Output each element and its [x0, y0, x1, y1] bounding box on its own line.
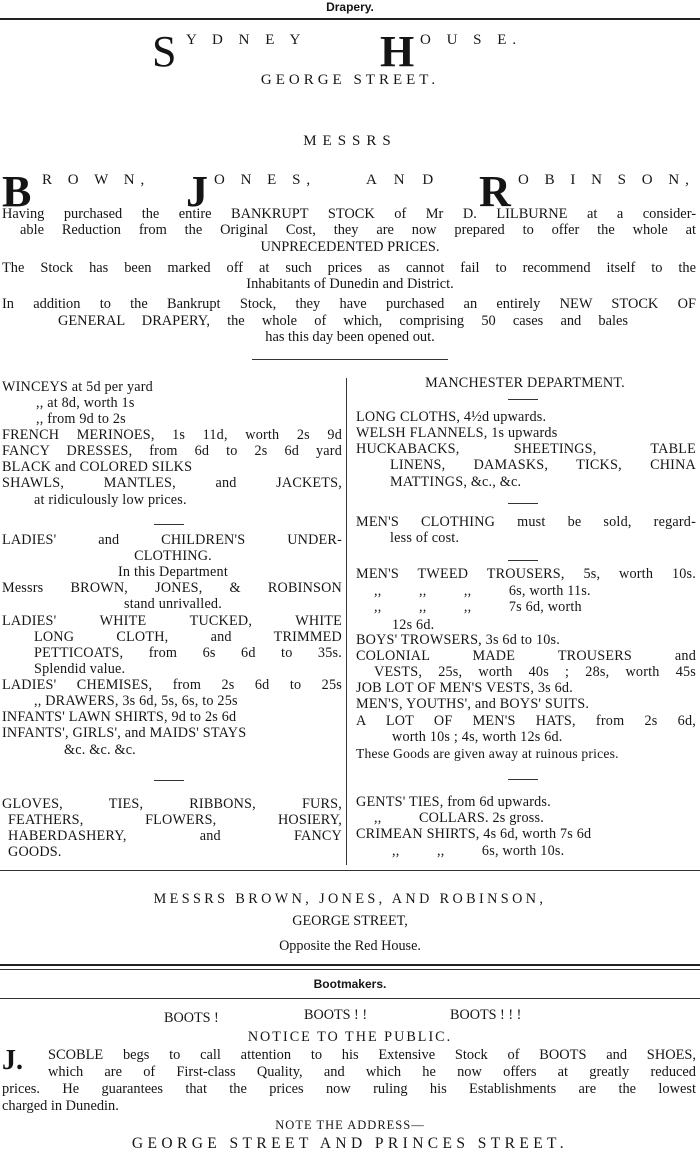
stock-item: Splendid value. [34, 661, 126, 677]
short-rule [252, 359, 448, 360]
stock-item: FRENCH MERINOES, 1s 11d, worth 2s 9d [2, 427, 342, 443]
stock-item: PETTICOATS, from 6s 6d to 35s. [34, 645, 342, 661]
stock-item: worth 10s ; 4s, worth 12s 6d. [392, 729, 563, 745]
notice-line: SCOBLE begs to call attention to his Extensive Stock of BOOTS and SHOES, [48, 1047, 696, 1063]
stock-item: CLOTHING. [134, 548, 212, 564]
stock-item: 12s 6d. [392, 617, 435, 633]
drapery-footer-street: GEORGE STREET, [292, 913, 408, 929]
short-rule [508, 560, 538, 561]
stock-item: ,, ,, 6s, worth 10s. [392, 843, 565, 859]
stock-item: less of cost. [390, 530, 460, 546]
house-name-part1: Y D N E Y [186, 32, 307, 48]
firm-name-and: A N D [366, 172, 441, 188]
stock-item: LONG CLOTHS, 4½d upwards. [356, 409, 547, 425]
stock-item: WINCEYS at 5d per yard [2, 379, 153, 395]
column-divider [346, 378, 347, 865]
stock-item: WELSH FLANNELS, 1s upwards [356, 425, 558, 441]
firm-initial-r: R [479, 167, 511, 216]
stock-item: COLONIAL MADE TROUSERS and [356, 648, 696, 664]
stock-item: ,, ,, ,, 7s 6d, worth [374, 599, 582, 615]
drapery-footer-firm: MESSRS BROWN, JONES, AND ROBINSON, [153, 891, 547, 907]
messrs-label: MESSRS [303, 133, 397, 149]
stock-item: ,, ,, ,, 6s, worth 11s. [374, 583, 591, 599]
stock-item: HUCKABACKS, SHEETINGS, TABLE [356, 441, 696, 457]
stock-item: MEN'S CLOTHING must be sold, regard- [356, 514, 696, 530]
stock-item: GENTS' TIES, from 6d upwards. [356, 794, 551, 810]
section-divider [0, 969, 700, 970]
stock-item: Messrs BROWN, JONES, & ROBINSON [2, 580, 342, 596]
stock-item: ,, from 9d to 2s [36, 411, 126, 427]
stock-item: HABERDASHERY, and FANCY [8, 828, 342, 844]
stock-item: LADIES' CHEMISES, from 2s 6d to 25s [2, 677, 342, 693]
drapery-footer-location: Opposite the Red House. [279, 938, 421, 954]
address-note: NOTE THE ADDRESS— [275, 1118, 425, 1132]
stock-item: INFANTS' LAWN SHIRTS, 9d to 2s 6d [2, 709, 237, 725]
boots-label: BOOTS ! ! ! [450, 1007, 522, 1023]
stock-item: BOYS' TROWSERS, 3s 6d to 10s. [356, 632, 560, 648]
firm-initial-j: J [186, 167, 208, 216]
house-initial-s: S [152, 27, 177, 76]
intro-line: GENERAL DRAPERY, the whole of which, comprising 50 cases and bales [58, 313, 628, 329]
stock-item: In this Department [118, 564, 228, 580]
short-rule [154, 780, 184, 781]
stock-item: LONG CLOTH, and TRIMMED [34, 629, 342, 645]
intro-line: In addition to the Bankrupt Stock, they have purchased an entirely NEW STOCK OF [2, 296, 696, 312]
shop-address: GEORGE STREET AND PRINCES STREET. [131, 1135, 569, 1152]
stock-item: FEATHERS, FLOWERS, HOSIERY, [8, 812, 342, 828]
stock-item: LADIES' and CHILDREN'S UNDER- [2, 532, 342, 548]
house-street: GEORGE STREET. [260, 72, 440, 88]
stock-item: SHAWLS, MANTLES, and JACKETS, [2, 475, 342, 491]
stock-item: A LOT OF MEN'S HATS, from 2s 6d, [356, 713, 696, 729]
section-divider [0, 964, 700, 966]
stock-item: stand unrivalled. [124, 596, 222, 612]
stock-item: MATTINGS, &c., &c. [390, 474, 522, 490]
stock-item: MEN'S TWEED TROUSERS, 5s, worth 10s. [356, 566, 696, 582]
stock-item: INFANTS', GIRLS', and MAIDS' STAYS [2, 725, 247, 741]
stock-item: GLOVES, TIES, RIBBONS, FURS, [2, 796, 342, 812]
stock-item: MEN'S, YOUTHS', and BOYS' SUITS. [356, 696, 590, 712]
stock-item: ,, DRAWERS, 3s 6d, 5s, 6s, to 25s [34, 693, 238, 709]
house-name-part2: O U S E. [420, 32, 523, 48]
stock-item: JOB LOT OF MEN'S VESTS, 3s 6d. [356, 680, 573, 696]
short-rule [154, 524, 184, 525]
short-rule [508, 399, 538, 400]
department-heading: MANCHESTER DEPARTMENT. [425, 375, 625, 391]
stock-item: CRIMEAN SHIRTS, 4s 6d, worth 7s 6d [356, 826, 592, 842]
stock-item: ,, COLLARS. 2s gross. [374, 810, 544, 826]
notice-initial: J. [2, 1045, 23, 1076]
bootmakers-section-label: Bootmakers. [313, 977, 387, 991]
intro-line: Inhabitants of Dunedin and District. [246, 276, 454, 292]
intro-line: has this day been opened out. [265, 329, 435, 345]
stock-item: LADIES' WHITE TUCKED, WHITE [2, 613, 342, 629]
firm-name-obinson: O B I N S O N, [518, 172, 695, 188]
boots-label: BOOTS ! [164, 1010, 219, 1026]
notice-heading: NOTICE TO THE PUBLIC. [247, 1029, 453, 1045]
firm-initial-b: B [2, 167, 32, 216]
section-divider [0, 998, 700, 999]
short-rule [508, 503, 538, 504]
section-divider [0, 870, 700, 871]
stock-item: BLACK and COLORED SILKS [2, 459, 193, 475]
stock-item: These Goods are given away at ruinous prices. [356, 746, 619, 761]
notice-line: which are of First-class Quality, and which he now offers at greatly reduced [48, 1064, 696, 1080]
stock-item: FANCY DRESSES, from 6d to 2s 6d yard [2, 443, 342, 459]
notice-line: prices. He guarantees that the prices now ruling his Establishments are the lowest [2, 1081, 696, 1097]
stock-item: at ridiculously low prices. [34, 492, 187, 508]
intro-line: able Reduction from the Original Cost, they are now prepared to offer the whole at [20, 222, 696, 238]
drapery-section-label: Drapery. [326, 0, 374, 14]
intro-line: The Stock has been marked off at such prices as cannot fail to recommend itself to the [2, 260, 696, 276]
stock-item: &c. &c. &c. [64, 742, 136, 758]
notice-line: charged in Dunedin. [2, 1098, 119, 1114]
firm-name-rown: R O W N, [42, 172, 151, 188]
stock-item: GOODS. [8, 844, 62, 860]
stock-item: VESTS, 25s, worth 40s ; 28s, worth 45s [374, 664, 696, 680]
intro-line: UNPRECEDENTED PRICES. [260, 239, 440, 255]
intro-line: Having purchased the entire BANKRUPT STOCK of Mr D. LILBURNE at a consider- [2, 206, 696, 222]
stock-item: LINENS, DAMASKS, TICKS, CHINA [390, 457, 696, 473]
firm-name-ones: O N E S, [214, 172, 317, 188]
short-rule [508, 779, 538, 780]
house-initial-h: H [380, 27, 415, 76]
boots-label: BOOTS ! ! [304, 1007, 368, 1023]
stock-item: ,, at 8d, worth 1s [36, 395, 135, 411]
section-divider [0, 18, 700, 20]
